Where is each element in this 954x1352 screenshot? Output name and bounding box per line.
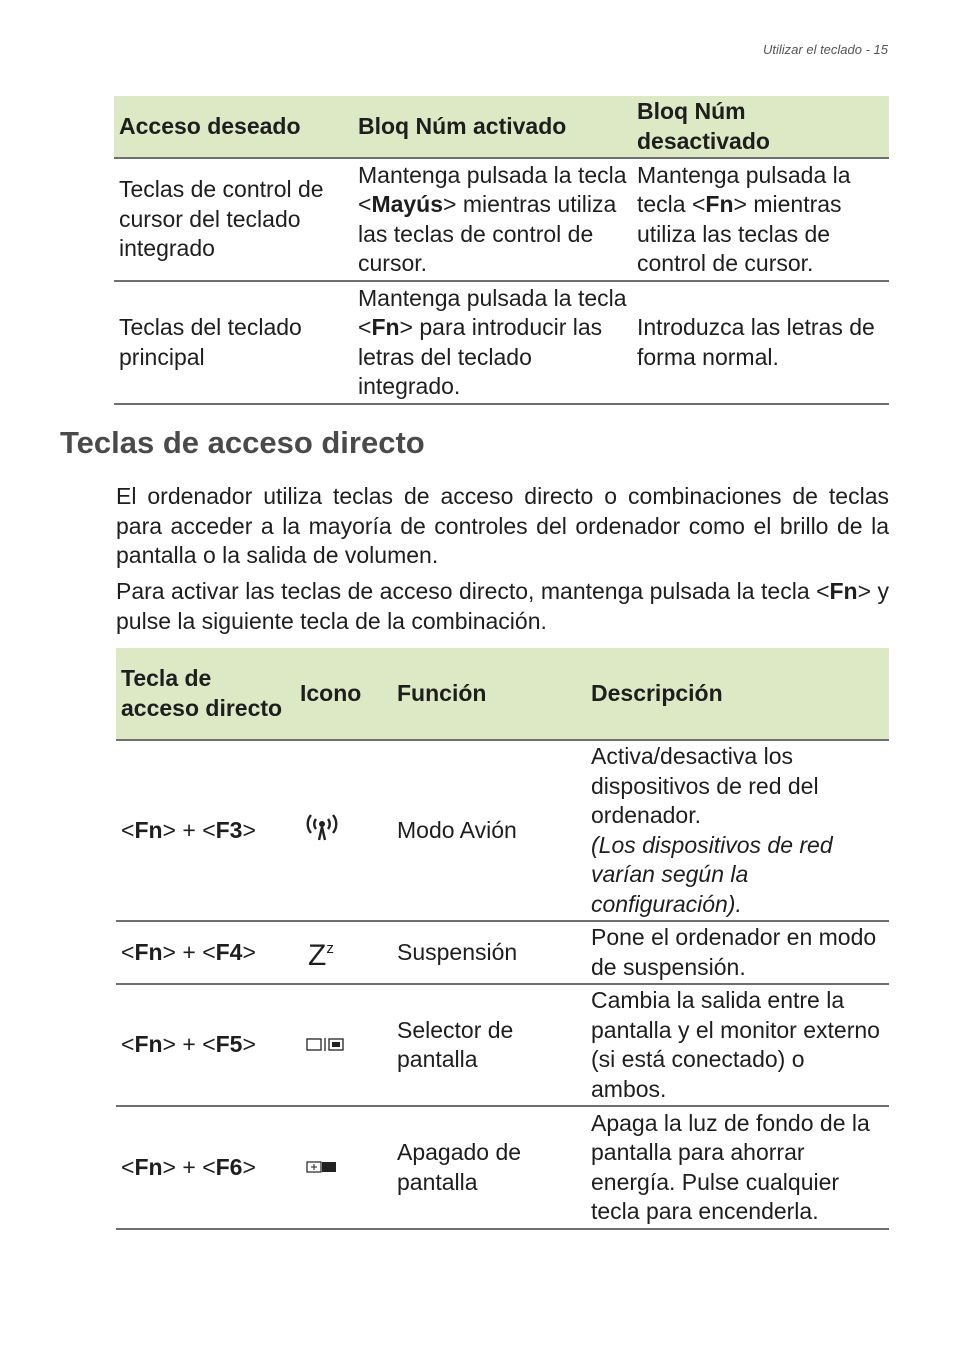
table-row [114, 281, 889, 404]
hotkey-cell: <Fn> + <F3> [116, 740, 295, 921]
key-name: Fn [829, 578, 858, 604]
cell-text: > mientras utiliza las teclas de control de cursor. [358, 191, 617, 276]
function-cell: Modo Avión [392, 740, 586, 921]
key-name: F5 [215, 1031, 243, 1058]
key-name: F4 [215, 938, 243, 965]
sleep-icon-letter: Z [308, 939, 327, 972]
description-note: (Los dispositivos de red varían según la configuración). [591, 831, 833, 917]
table-row [116, 740, 889, 921]
key-name: Mayús [371, 191, 444, 217]
description-cell: Apaga la luz de fondo de la pantalla para ahorrar energía. Pulse cualquier tecla para encenderla. [586, 1106, 889, 1229]
table-row [116, 1106, 889, 1229]
column-header-numlock-off: Bloq Núm desactivado [632, 96, 889, 158]
function-cell: Selector de pantalla [392, 984, 586, 1106]
access-cell: Teclas de control de cursor del teclado integrado [114, 158, 353, 281]
column-header-icon: Icono [295, 648, 392, 740]
cell-text: > para introducir las letras del teclado integrado. [358, 314, 603, 399]
column-header-access: Acceso deseado [114, 96, 353, 158]
description-cell: Pone el ordenador en modo de suspensión. [586, 921, 889, 984]
numlock-on-cell [353, 158, 632, 281]
key-name: Fn [134, 1031, 163, 1058]
numlock-access-table [114, 96, 889, 405]
access-cell: Teclas del teclado principal [114, 281, 353, 404]
wireless-icon [302, 811, 342, 851]
key-name: Fn [134, 938, 163, 965]
table-row [114, 158, 889, 281]
table-header-row [114, 96, 889, 158]
activation-paragraph [116, 577, 889, 636]
hotkey-cell: <Fn> + <F6> [116, 1106, 295, 1229]
description-cell: Cambia la salida entre la pantalla y el monitor externo (si está conectado) o ambos. [586, 984, 889, 1106]
para-text: Para activar las teclas de acceso directo, mantenga pulsada la tecla < [116, 578, 830, 604]
icon-cell [295, 1106, 392, 1229]
hotkeys-table [116, 648, 889, 1230]
para-text: > y pulse la siguiente tecla de la combinación. [116, 578, 889, 634]
column-header-description: Descripción [586, 648, 889, 740]
icon-cell [295, 921, 392, 984]
key-name: Fn [371, 314, 400, 340]
numlock-on-cell [353, 281, 632, 404]
description-text: Activa/desactiva los dispositivos de red del ordenador. [591, 743, 819, 828]
section-title: Teclas de acceso directo [60, 425, 425, 460]
cell-text: Mantenga pulsada la tecla < [637, 161, 851, 217]
key-name: Fn [705, 191, 734, 217]
intro-paragraph: El ordenador utiliza teclas de acceso directo o combinaciones de teclas para acceder a la mayoría de controles del ordenador como el brillo de la pantalla o la salida de volumen. [116, 483, 889, 568]
numlock-off-cell: Introduzca las letras de forma normal. [632, 281, 889, 404]
key-name: F3 [215, 816, 243, 843]
column-header-numlock-on: Bloq Núm activado [353, 96, 632, 158]
icon-cell [295, 740, 392, 921]
function-cell: Suspensión [392, 921, 586, 984]
sleep-icon-superscript: z [326, 940, 334, 957]
sleep-icon [308, 934, 334, 971]
icon-cell [295, 984, 392, 1106]
key-name: Fn [134, 1153, 163, 1180]
cell-text: Mantenga pulsada la tecla < [358, 161, 627, 217]
hotkey-cell: <Fn> + <F4> [116, 921, 295, 984]
column-header-hotkey: Tecla de acceso directo [116, 648, 295, 740]
hotkey-cell: <Fn> + <F5> [116, 984, 295, 1106]
description-cell [586, 740, 889, 921]
key-name: Fn [134, 816, 163, 843]
column-header-function: Función [392, 648, 586, 740]
function-cell: Apagado de pantalla [392, 1106, 586, 1229]
display-off-icon [306, 1153, 346, 1183]
numlock-off-cell [632, 158, 889, 281]
display-switch-icon [306, 1031, 346, 1061]
key-name: F6 [215, 1153, 243, 1180]
cell-text: > mientras utiliza las teclas de control de cursor. [637, 191, 842, 276]
page-header: Utilizar el teclado - 15 [763, 42, 888, 57]
table-row [116, 984, 889, 1106]
cell-text: Mantenga pulsada la tecla < [358, 284, 627, 340]
table-row [116, 921, 889, 984]
table-header-row [116, 648, 889, 740]
